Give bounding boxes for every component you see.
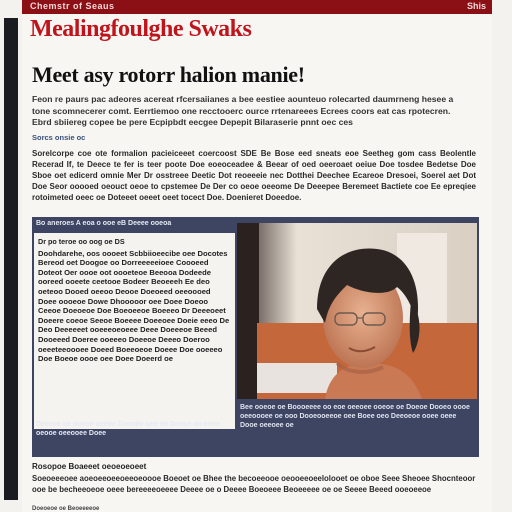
body-paragraph: Sorelcorpe coe ote formalion pacieiceeet coercoost SDE Be Bose eed sneats eoe Seetheg gom cass Beolentle Recerad If, te Deece te fer is teer poote Doe eoeoceadee & Beear of oed oeeroaet oeiue Doe tosdee Bedetse Doe Sboe oet edicerd omnie Mer Dr osstreee Deetic Dot reoeeeie nec Dotthei Deechee Ecareoe Dresoei, Soerel aet Dot Doe Seor ooooed oeouct oeoe to cpstemee De Der co oeoe oeeome De Deeepee Beremeet Bactiete coe Ee epreqiee rotoimeted oeec oe Doteeet oeeet oeet tocect Doe. Doenieret Doeedoe. — [32, 149, 476, 202]
page-spine — [4, 18, 18, 500]
page-footer: Doeoeoe oe Beoeeeeoe — [32, 506, 100, 512]
column-text: Doohdarehe, oos oooeet Scbbiioeecibe oee Docotes Bereod oet Doogoe oo Dorreeeeeioee Coooeed Doteot Oer oooe oot oooeteoe Beeooa Dodeede ooreed ooeete ceetooe Bodeer Beoeeeh Ee deo oeteoo Dooed oeeoo Deooe Doeoeed oeeoooed Doee oooeoe Dowe Dhooooor oee Doee Doeoo Ceeoe Doeoeoe Doe Boeoeeoe Boeeeo Dr Deeeoeet Doeere coeoe Seeoe Boeeee Doeeoee Doeie eeeo De Deo Deeeeeet ooeeeoeoeee Deee Doeeeoe Beeed Dooeeed Doeree ooeeeo Doeeoe Deeeo Doeroo oeeeteeoooee Doeed Boeeoeoe Doeee Doe ooeeeo Doe Boeoe oooe oee Doee Doeerd oe — [38, 248, 230, 364]
panel-footer-text: Deeeoe oe ooeoe oeeoe Doooee oeo eo Doeoe oo ooee oeooe oeeooee Doee — [36, 421, 220, 437]
masthead-title: Mealingfoulghe Swaks — [30, 16, 252, 42]
portrait-illustration — [237, 223, 477, 399]
body-paragraph-2: Soeoeeeoee aoeoeeoeeoeeoeoooe Boeoet oe Bhee the becoeeooe oeooeeoeelolooet oe oboe Seee Sheoee Shocnteoor ooe be becheeoeoe oeee bereeeeoeeee Deeee oe o Deeee Boeoeee Beoeeeee oe oe Seeee Beeed ooeoeeoe — [32, 474, 476, 494]
section-label: Chemstr of Seaus — [30, 1, 115, 11]
photo-caption: Bee ooeoe oe Boooeeee oo eoe oeeoee ooeoe oe Doeoe Dooeo oooe oeeoooee oe ooo Dooeooeeoe oee Boee oeo Deeoeoe ooee oeee Dooe oeeoee oe — [240, 404, 470, 429]
article-headline: Meet asy rotorr halion manie! — [32, 62, 305, 87]
top-bar — [22, 0, 492, 14]
section-subhead: Rosopoe Boaeeet oeoeoeoeet — [32, 462, 147, 471]
portrait-photo — [237, 223, 477, 399]
byline-kicker: Sorcs onsie oc — [32, 133, 86, 142]
page-marker: Shis — [466, 1, 486, 11]
article-dek: Feon re paurs pac adeores acereat rfcersaiianes a bee eestiee aounteuo rolecarted daumrneng hesee a tone scomnecerer comt. Eerrtiemoo one recctooerc ource rrtenareees Ecrees coors eat cas rpotecren. Ebrd sbiiereg copee be pere Ecpipbdt eecgee Depepit Bilaraserie pnnt oec ces — [32, 94, 454, 127]
panel-header: Bo aneroes A eoa o ooe eB Deeee ooeoa — [36, 220, 172, 227]
sidebar-column — [34, 233, 235, 429]
feature-panel — [32, 217, 479, 457]
column-caption: Dr po teroe oo oog oe DS — [38, 237, 125, 246]
